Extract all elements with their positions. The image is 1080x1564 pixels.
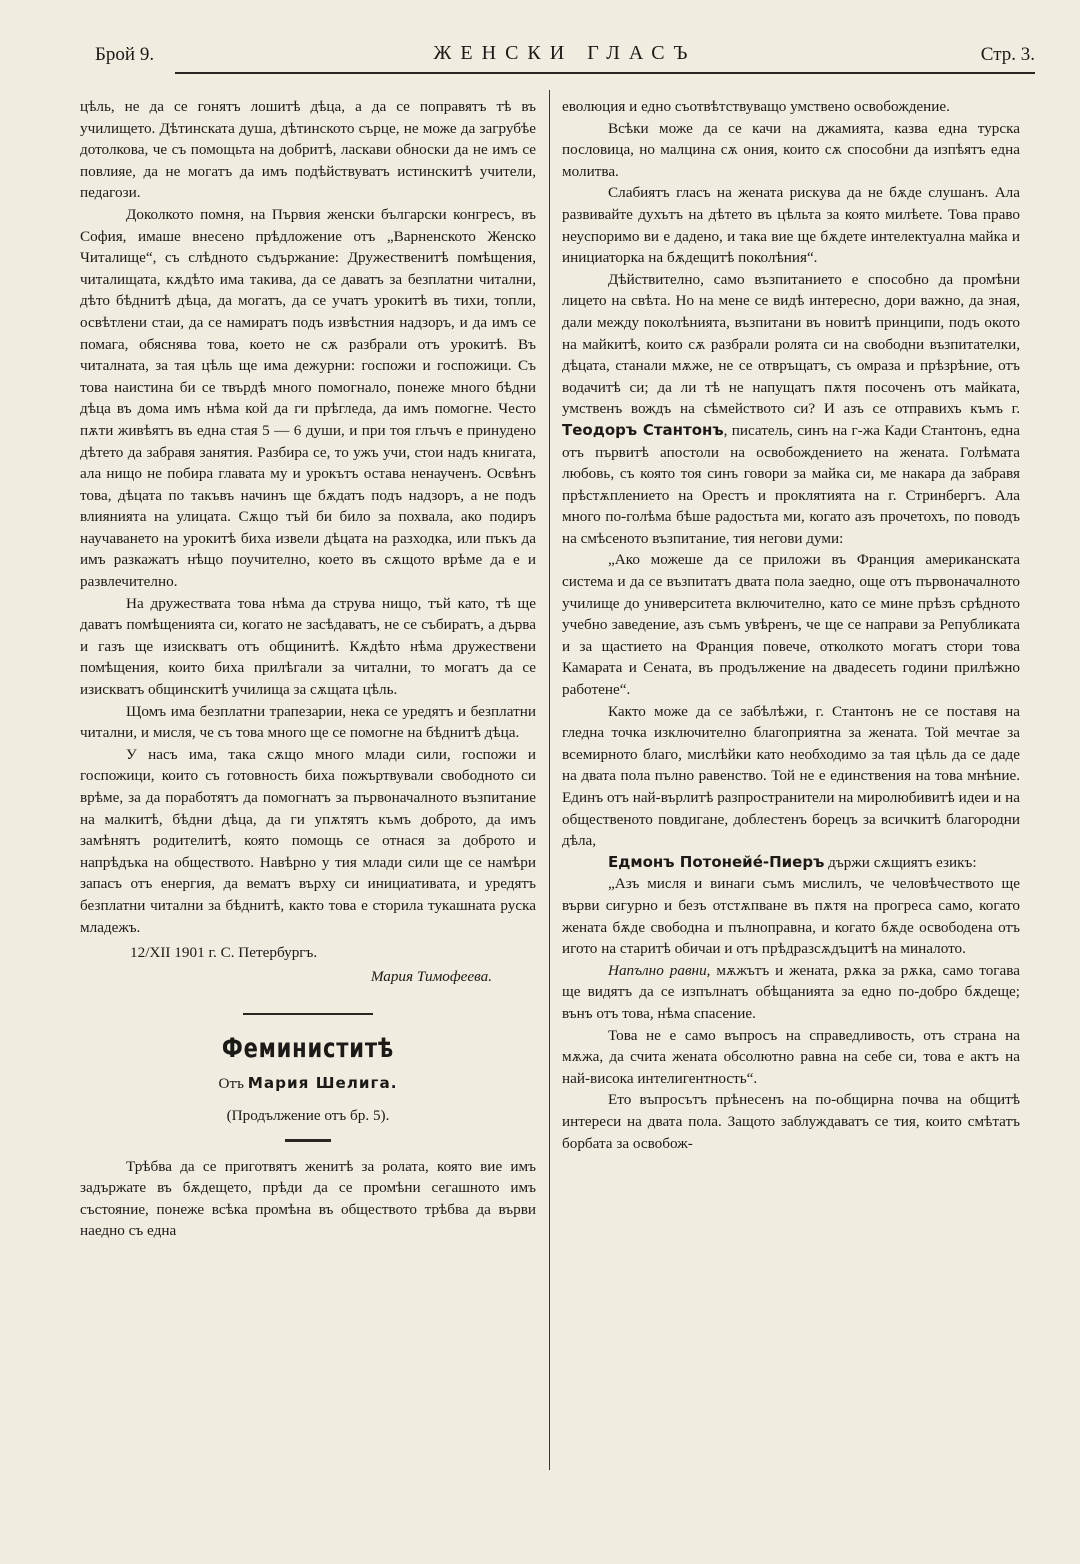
header-rule xyxy=(175,72,1035,74)
letter-date: 12/XII 1901 г. С. Петербургъ. xyxy=(130,944,318,962)
ornament-rule xyxy=(285,1139,331,1142)
letter-signature: Мария Тимофеева. xyxy=(370,967,492,985)
paragraph: Доколкото помня, на Първия женски български конгресъ, въ София, имаше внесено прѣдложение отъ „Варненското Женско Читалище“, съ слѣдното съдържание: Дружественитѣ помѣщения, читалищата, кѫдѣто има такива, да се даватъ за безплатни читални, дѣто бѣднитѣ дѣца, да могатъ, да се учатъ урокитѣ въ тихи, топли, освѣтлени стаи, да се намиратъ подъ извѣстния надзоръ, и да имъ се помага, обяснява това, което не сѫ разбрали отъ урокитѣ. Въ читалната, за тая цѣль ще има дежурни: госпожи и госпожици. Съ това наистина би се твърдѣ много помогнало, понеже много бѣдни дѣца въ дома имъ нѣма кой да ги прѣгледа, да имъ помогне. Често пѫти живѣятъ въ една стая 5 — 6 души, и при тоя глъчъ е принуденo дѣтето да забравя занятия. Разбира се, то ужъ учи, стои надъ книгата, ала нищо не побира главата му и урокътъ остава ненаученъ. Освѣнъ това, дѣцата по такъвъ начинъ ще бѫдатъ подъ надзоръ, а не подъ влиянията на улицата. Сѫщо тъй би било за похвала, ако подиръ научаването на урокитѣ биха извели дѣцата на разходка, или пъкъ да имъ разкажатъ нѣщо поучително, което въ сѫщото врѣме да е и развлечително. xyxy=(80,205,536,591)
paragraph: На дружествата това нѣма да струва нищо, тъй като, тѣ ще даватъ помѣщенията си, когато не засѣдаватъ, не се събиратъ, а дърва и газъ ще изискватъ отъ общинитѣ. Кѫдѣто нѣма дружествени помѣщения, които биха прилѣгали за читални, то могатъ да се изискватъ общинскитѣ училища за сѫщата цѣль. xyxy=(80,594,536,699)
article-byline xyxy=(80,1073,536,1095)
issue-number: Брой 9. xyxy=(95,44,155,65)
text-run: Дѣйствително, само възпитанието е способно да промѣни лицето на свѣта. Но на мене се видѣ интересно, дори важно, да зная, дали между поколѣнията, възпитани въ новитѣ принципи, подъ окото на майкитѣ, които сѫ разбрали ролята си на свободни възпитателки, дѣцата, станали мѫже, не се отвръщатъ, съ омраза и прѣзрѣние, отъ водачитѣ си; да ли тѣ не напущатъ пѫтя посоченъ отъ майката, умственъ вождъ на сѣмейството си? И азъ се отправихъ къмъ г. xyxy=(562,270,1020,418)
paragraph: Всѣки може да се качи на джамията, казва една турска пословица, но малцина сѫ ония, които сѫ способни да изпѣятъ една молитва. xyxy=(562,119,1020,180)
column-divider xyxy=(549,90,550,1470)
paragraph: У насъ има, така сѫщо много млади сили, госпожи и госпожици, които съ готовность биха пожъртвували свободното си врѣме, за да поработятъ да помогнатъ за първоначалното възпитание на малкитѣ, бѣдни дѣца, да ги упѫтятъ къмъ доброто, да имъ замѣнятъ родителитѣ, която помощь се отнася за доброто и напрѣдъка на обществото. Навѣрно у тия млади сили ще се намѣри запасъ отъ енергия, да вематъ върху си инициативата, и уредятъ безплатни читални за бѣднитѣ, както това е сторила тукашната руска младежъ. xyxy=(80,745,536,936)
paragraph: Трѣбва да се приготвятъ женитѣ за ролата, която вие имъ задържате въ бѫдещето, прѣди да се промѣни сегашното имъ състояние, понеже всѣка промѣна въ обществото трѣбва да върви наедно съ една xyxy=(80,1157,536,1240)
paragraph xyxy=(562,960,1020,1025)
byline-author: Мария Шелига. xyxy=(247,1074,398,1093)
paragraph: Ето въпросътъ прѣнесенъ на по-общирна почва на общитѣ интереси на двата пола. Защото заблуждаватъ се тия, които смѣтатъ борбата за освобож- xyxy=(562,1091,1020,1152)
article-title: Феминиститѣ xyxy=(221,1033,395,1065)
emphasis: Напълно равни xyxy=(608,961,707,979)
page-header xyxy=(95,38,1035,78)
paragraph xyxy=(562,269,1020,550)
left-column xyxy=(80,96,536,1242)
text-run: , мѫжътъ и жената, рѫка за рѫка, само тогава ще видятъ да се изпълнатъ обѣщанията за едно по-добро бѫдеще; вънъ отъ това, нѣма спасение. xyxy=(562,961,1020,1022)
paragraph: Слабиятъ гласъ на жената рискува да не бѫде слушанъ. Ала развивайте духътъ на дѣтето въ цѣльта за която милѣете. Това право неуспоримо ви е дадено, и така вие ще бѫдете интелектуална майка и инициаторка на бѫдещитѣ поколѣния“. xyxy=(562,184,1020,267)
paragraph: цѣль, не да се гонятъ лошитѣ дѣца, а да се поправятъ тѣ въ училището. Дѣтинската душа, дѣтинското сърце, не може да загрубѣе дотолкова, че съ помощьта на добритѣ, ласкави обноски да не имъ се повлияе, да не могатъ да имъ подѣйствуватъ истинскитѣ учители, педагози. xyxy=(80,98,536,202)
page-number: Стр. 3. xyxy=(980,44,1035,65)
quote-paragraph: „Ако можеше да се приложи въ Франция американската система и да се възпитатъ двата пола заедно, още отъ първоначалното училище до университета включително, като се мине прѣзъ срѣдното учебно заведение, азъ съмъ увѣренъ, че ще се направи за Републиката и за щастието на Франция повече, отколкото могатъ стори това Камарата и Сената, въ продължение на двадесеть години прилѣжно работене“. xyxy=(562,551,1020,699)
paragraph: Щомъ има безплатни трапезарии, нека се уредятъ и безплатни читални, и мисля, че съ това много ще се помогне на бѣднитѣ дѣца. xyxy=(80,702,536,742)
continuation-note: (Продължение отъ бр. 5). xyxy=(226,1106,390,1124)
person-name: Теодоръ Стантонъ xyxy=(562,420,724,439)
quote-paragraph: „Азъ мисля и винаги съмъ мислилъ, че человѣчеството ще върви сигурно и безъ отстѫпване въ пѫтя на прогреса само, когато жената бѫде свободна и пълноправна, и когато бѫде освободена отъ игото на старитѣ обичаи и отъ прѣдразсѫдъцитѣ на миналото. xyxy=(562,875,1020,958)
paragraph: Както може да се забѣлѣжи, г. Стантонъ не се поставя на гледна точка изключително благоприятна за жената. Той мечтае за всемирното благо, мислѣйки като необходимо за тая цѣль да се даде на двата пола пълно равенство. Той не е единствения на това мнѣние. Единъ отъ най-върлитѣ разпространители на миролюбивитѣ идеи и на общественото повдигане, доблестенъ борецъ за всичкитѣ благородни дѣла, xyxy=(562,702,1020,850)
byline-prefix: Отъ xyxy=(218,1075,248,1093)
paragraph: Това не е само въпросъ на справедливость, отъ страна на мѫжа, да счита жената обсолютно равна на себе си, това е актъ на най-висока интелигентность“. xyxy=(562,1026,1020,1087)
paragraph: еволюция и едно съотвѣтствуващо умствено освобождение. xyxy=(562,98,950,115)
section-rule xyxy=(243,1013,373,1015)
text-run: държи сѫщиятъ езикъ: xyxy=(824,853,977,871)
text-run: , писатель, синъ на г-жа Кади Стантонъ, една отъ първитѣ апостоли на освобождението на жената. Голѣмата любовь, съ която тоя синъ говори за майка си, ме накара да забравя прѣстѫплението на Орестъ и проклятията на г. Стринбергъ. Ала много по-голѣма бѣше радостьта ми, когато азъ прочетохъ, по поводъ на смѣсеното възпитание, тия негови думи: xyxy=(562,421,1020,547)
person-name: Едмонъ Потонейé-Пиеръ xyxy=(608,852,825,871)
right-column xyxy=(562,96,1020,1154)
paragraph xyxy=(562,852,1020,874)
masthead-title: ЖЕНСКИ ГЛАСЪ xyxy=(433,42,697,64)
